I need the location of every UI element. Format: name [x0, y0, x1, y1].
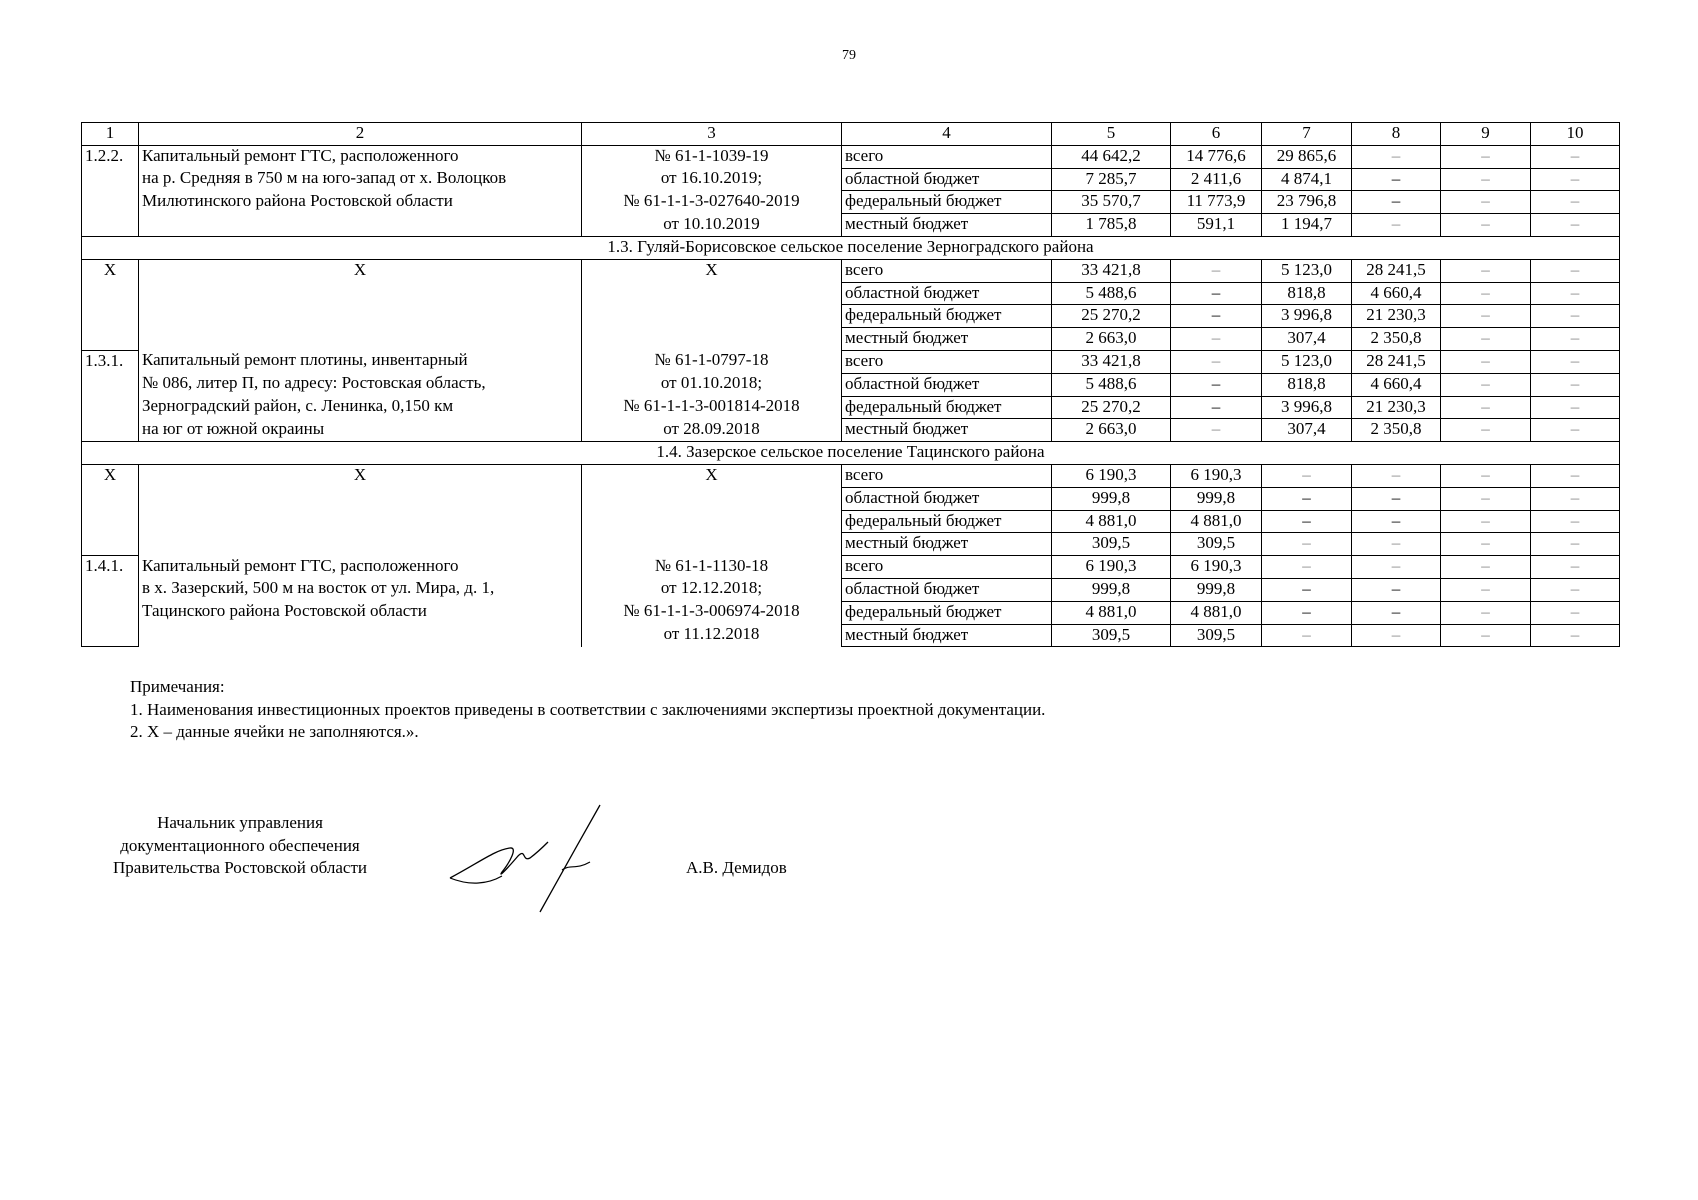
- column-header: 7: [1262, 123, 1352, 146]
- value-v6: 6 190,3: [1171, 464, 1262, 487]
- value-v7: –: [1262, 578, 1352, 601]
- expertise-ref: от 16.10.2019;: [582, 168, 842, 191]
- value-v8: 4 660,4: [1352, 373, 1441, 396]
- value-v9: –: [1441, 145, 1531, 168]
- funding-source: всего: [842, 464, 1052, 487]
- investment-table: [81, 122, 1620, 647]
- column-header: 9: [1441, 123, 1531, 146]
- table-row: [82, 214, 1620, 237]
- value-v9: –: [1441, 601, 1531, 624]
- value-v10: –: [1531, 624, 1620, 647]
- value-v9: –: [1441, 419, 1531, 442]
- project-name: [139, 510, 582, 533]
- value-v9: –: [1441, 624, 1531, 647]
- signatory-title-line: документационного обеспечения: [120, 835, 360, 855]
- value-v7: –: [1262, 533, 1352, 556]
- table-body: [82, 123, 1620, 647]
- value-v8: 2 350,8: [1352, 419, 1441, 442]
- value-v9: –: [1441, 328, 1531, 351]
- expertise-ref: от 12.12.2018;: [582, 578, 842, 601]
- table-row: [82, 350, 1620, 373]
- value-v5: 4 881,0: [1052, 510, 1171, 533]
- value-v7: –: [1262, 624, 1352, 647]
- value-v10: –: [1531, 396, 1620, 419]
- value-v8: –: [1352, 578, 1441, 601]
- value-v10: –: [1531, 145, 1620, 168]
- table-row: [82, 556, 1620, 579]
- value-v8: –: [1352, 145, 1441, 168]
- project-name: [139, 328, 582, 351]
- expertise-ref: от 11.12.2018: [582, 624, 842, 647]
- value-v7: 307,4: [1262, 419, 1352, 442]
- section-title: 1.4. Зазерское сельское поселение Тацинского района: [82, 442, 1620, 465]
- value-v10: –: [1531, 282, 1620, 305]
- column-header: 10: [1531, 123, 1620, 146]
- project-name: Капитальный ремонт плотины, инвентарный: [139, 350, 582, 373]
- table-row: [82, 601, 1620, 624]
- value-v9: –: [1441, 168, 1531, 191]
- value-v10: –: [1531, 305, 1620, 328]
- value-v9: –: [1441, 214, 1531, 237]
- expertise-ref: от 01.10.2018;: [582, 373, 842, 396]
- expertise-ref: Х: [582, 259, 842, 282]
- funding-source: федеральный бюджет: [842, 305, 1052, 328]
- value-v9: –: [1441, 259, 1531, 282]
- value-v5: 33 421,8: [1052, 350, 1171, 373]
- value-v5: 309,5: [1052, 533, 1171, 556]
- funding-source: местный бюджет: [842, 533, 1052, 556]
- value-v8: –: [1352, 464, 1441, 487]
- funding-source: областной бюджет: [842, 168, 1052, 191]
- expertise-ref: [582, 282, 842, 305]
- value-v5: 6 190,3: [1052, 464, 1171, 487]
- value-v10: –: [1531, 487, 1620, 510]
- note-item: 2. Х – данные ячейки не заполняются.».: [130, 722, 419, 741]
- table-row: [82, 145, 1620, 168]
- project-name: [139, 624, 582, 647]
- value-v8: –: [1352, 624, 1441, 647]
- value-v10: –: [1531, 419, 1620, 442]
- value-v8: –: [1352, 556, 1441, 579]
- funding-source: федеральный бюджет: [842, 601, 1052, 624]
- table-row: [82, 282, 1620, 305]
- value-v5: 6 190,3: [1052, 556, 1171, 579]
- expertise-ref: № 61-1-1-3-027640-2019: [582, 191, 842, 214]
- value-v6: 309,5: [1171, 624, 1262, 647]
- value-v9: –: [1441, 396, 1531, 419]
- value-v9: –: [1441, 533, 1531, 556]
- expertise-ref: от 28.09.2018: [582, 419, 842, 442]
- value-v8: –: [1352, 214, 1441, 237]
- value-v8: –: [1352, 510, 1441, 533]
- funding-source: областной бюджет: [842, 487, 1052, 510]
- expertise-ref: № 61-1-1039-19: [582, 145, 842, 168]
- value-v5: 33 421,8: [1052, 259, 1171, 282]
- value-v10: –: [1531, 168, 1620, 191]
- funding-source: областной бюджет: [842, 373, 1052, 396]
- expertise-ref: [582, 533, 842, 556]
- value-v8: –: [1352, 487, 1441, 510]
- value-v5: 7 285,7: [1052, 168, 1171, 191]
- notes: [130, 676, 1045, 744]
- project-name: Зерноградский район, с. Ленинка, 0,150 км: [139, 396, 582, 419]
- table-row: [82, 624, 1620, 647]
- project-name: [139, 214, 582, 237]
- project-name: в х. Зазерский, 500 м на восток от ул. Мира, д. 1,: [139, 578, 582, 601]
- expertise-ref: Х: [582, 464, 842, 487]
- table-row: [82, 487, 1620, 510]
- value-v8: 21 230,3: [1352, 396, 1441, 419]
- value-v6: 2 411,6: [1171, 168, 1262, 191]
- value-v6: –: [1171, 282, 1262, 305]
- funding-source: всего: [842, 259, 1052, 282]
- value-v9: –: [1441, 373, 1531, 396]
- value-v5: 1 785,8: [1052, 214, 1171, 237]
- value-v5: 5 488,6: [1052, 282, 1171, 305]
- value-v7: –: [1262, 556, 1352, 579]
- value-v6: 11 773,9: [1171, 191, 1262, 214]
- value-v5: 999,8: [1052, 487, 1171, 510]
- value-v6: –: [1171, 328, 1262, 351]
- header-row: [82, 123, 1620, 146]
- table-row: [82, 578, 1620, 601]
- value-v10: –: [1531, 533, 1620, 556]
- value-v5: 25 270,2: [1052, 305, 1171, 328]
- column-header: 8: [1352, 123, 1441, 146]
- table-row: [82, 373, 1620, 396]
- value-v5: 44 642,2: [1052, 145, 1171, 168]
- funding-source: федеральный бюджет: [842, 191, 1052, 214]
- value-v8: 28 241,5: [1352, 350, 1441, 373]
- value-v7: 29 865,6: [1262, 145, 1352, 168]
- value-v9: –: [1441, 305, 1531, 328]
- column-header: 4: [842, 123, 1052, 146]
- value-v5: 2 663,0: [1052, 419, 1171, 442]
- value-v8: 21 230,3: [1352, 305, 1441, 328]
- value-v6: –: [1171, 305, 1262, 328]
- expertise-ref: № 61-1-0797-18: [582, 350, 842, 373]
- value-v7: –: [1262, 510, 1352, 533]
- value-v9: –: [1441, 191, 1531, 214]
- section-row: [82, 442, 1620, 465]
- signatory-title: [70, 812, 410, 880]
- project-name: [139, 487, 582, 510]
- value-v6: 999,8: [1171, 487, 1262, 510]
- value-v6: 4 881,0: [1171, 510, 1262, 533]
- value-v6: –: [1171, 373, 1262, 396]
- column-header: 1: [82, 123, 139, 146]
- table-row: [82, 464, 1620, 487]
- project-name: Капитальный ремонт ГТС, расположенного: [139, 145, 582, 168]
- value-v5: 5 488,6: [1052, 373, 1171, 396]
- value-v9: –: [1441, 556, 1531, 579]
- section-title: 1.3. Гуляй-Борисовское сельское поселение Зерноградского района: [82, 236, 1620, 259]
- project-name: Милютинского района Ростовской области: [139, 191, 582, 214]
- value-v6: –: [1171, 259, 1262, 282]
- project-name: № 086, литер П, по адресу: Ростовская область,: [139, 373, 582, 396]
- expertise-ref: [582, 487, 842, 510]
- value-v5: 309,5: [1052, 624, 1171, 647]
- value-v9: –: [1441, 578, 1531, 601]
- value-v7: 3 996,8: [1262, 305, 1352, 328]
- note-item: 1. Наименования инвестиционных проектов приведены в соответствии с заключениями экспертизы проектной документации.: [130, 699, 1046, 719]
- value-v7: 3 996,8: [1262, 396, 1352, 419]
- table-row: [82, 259, 1620, 282]
- value-v7: 818,8: [1262, 282, 1352, 305]
- value-v6: –: [1171, 350, 1262, 373]
- funding-source: местный бюджет: [842, 328, 1052, 351]
- row-number: 1.3.1.: [82, 350, 139, 441]
- column-header: 5: [1052, 123, 1171, 146]
- value-v9: –: [1441, 350, 1531, 373]
- value-v6: 6 190,3: [1171, 556, 1262, 579]
- project-name: Тацинского района Ростовской области: [139, 601, 582, 624]
- value-v5: 999,8: [1052, 578, 1171, 601]
- value-v5: 2 663,0: [1052, 328, 1171, 351]
- value-v7: 23 796,8: [1262, 191, 1352, 214]
- row-number: Х: [82, 464, 139, 555]
- value-v8: 2 350,8: [1352, 328, 1441, 351]
- value-v9: –: [1441, 510, 1531, 533]
- value-v6: 4 881,0: [1171, 601, 1262, 624]
- value-v8: 4 660,4: [1352, 282, 1441, 305]
- expertise-ref: [582, 328, 842, 351]
- expertise-ref: № 61-1-1-3-001814-2018: [582, 396, 842, 419]
- signatory-title-line: Правительства Ростовской области: [113, 858, 367, 877]
- section-row: [82, 236, 1620, 259]
- value-v6: –: [1171, 396, 1262, 419]
- expertise-ref: от 10.10.2019: [582, 214, 842, 237]
- column-header: 2: [139, 123, 582, 146]
- value-v7: 1 194,7: [1262, 214, 1352, 237]
- expertise-ref: [582, 510, 842, 533]
- row-number: 1.4.1.: [82, 556, 139, 647]
- expertise-ref: [582, 305, 842, 328]
- value-v10: –: [1531, 556, 1620, 579]
- value-v6: 999,8: [1171, 578, 1262, 601]
- value-v6: 309,5: [1171, 533, 1262, 556]
- value-v7: –: [1262, 464, 1352, 487]
- value-v8: –: [1352, 533, 1441, 556]
- project-name: Х: [139, 259, 582, 282]
- value-v6: 591,1: [1171, 214, 1262, 237]
- value-v9: –: [1441, 487, 1531, 510]
- row-number: Х: [82, 259, 139, 350]
- funding-source: местный бюджет: [842, 419, 1052, 442]
- value-v7: 5 123,0: [1262, 259, 1352, 282]
- signatory-name: А.В. Демидов: [686, 858, 787, 877]
- funding-source: всего: [842, 145, 1052, 168]
- value-v10: –: [1531, 578, 1620, 601]
- expertise-ref: № 61-1-1130-18: [582, 556, 842, 579]
- project-name: Х: [139, 464, 582, 487]
- project-name: на юг от южной окраины: [139, 419, 582, 442]
- table-row: [82, 328, 1620, 351]
- table-row: [82, 510, 1620, 533]
- value-v8: –: [1352, 601, 1441, 624]
- table-row: [82, 419, 1620, 442]
- value-v5: 4 881,0: [1052, 601, 1171, 624]
- value-v8: –: [1352, 191, 1441, 214]
- row-number: 1.2.2.: [82, 145, 139, 236]
- table-row: [82, 396, 1620, 419]
- project-name: [139, 533, 582, 556]
- project-name: Капитальный ремонт ГТС, расположенного: [139, 556, 582, 579]
- value-v7: 307,4: [1262, 328, 1352, 351]
- signatory-title-line: Начальник управления: [157, 813, 323, 832]
- notes-heading: Примечания:: [130, 677, 225, 696]
- project-name: [139, 305, 582, 328]
- value-v6: 14 776,6: [1171, 145, 1262, 168]
- column-header: 3: [582, 123, 842, 146]
- value-v8: –: [1352, 168, 1441, 191]
- value-v6: –: [1171, 419, 1262, 442]
- value-v5: 35 570,7: [1052, 191, 1171, 214]
- handwritten-signature: [440, 800, 660, 915]
- table-row: [82, 168, 1620, 191]
- value-v5: 25 270,2: [1052, 396, 1171, 419]
- value-v8: 28 241,5: [1352, 259, 1441, 282]
- value-v10: –: [1531, 214, 1620, 237]
- value-v10: –: [1531, 464, 1620, 487]
- funding-source: всего: [842, 556, 1052, 579]
- table-row: [82, 533, 1620, 556]
- value-v9: –: [1441, 282, 1531, 305]
- table-row: [82, 305, 1620, 328]
- funding-source: федеральный бюджет: [842, 510, 1052, 533]
- funding-source: областной бюджет: [842, 578, 1052, 601]
- value-v10: –: [1531, 601, 1620, 624]
- value-v7: –: [1262, 487, 1352, 510]
- funding-source: федеральный бюджет: [842, 396, 1052, 419]
- funding-source: областной бюджет: [842, 282, 1052, 305]
- value-v10: –: [1531, 373, 1620, 396]
- funding-source: местный бюджет: [842, 214, 1052, 237]
- funding-source: местный бюджет: [842, 624, 1052, 647]
- column-header: 6: [1171, 123, 1262, 146]
- value-v10: –: [1531, 510, 1620, 533]
- value-v7: 4 874,1: [1262, 168, 1352, 191]
- page-number: 79: [842, 48, 856, 63]
- value-v10: –: [1531, 259, 1620, 282]
- project-name: [139, 282, 582, 305]
- table-row: [82, 191, 1620, 214]
- value-v9: –: [1441, 464, 1531, 487]
- value-v7: –: [1262, 601, 1352, 624]
- expertise-ref: № 61-1-1-3-006974-2018: [582, 601, 842, 624]
- value-v7: 818,8: [1262, 373, 1352, 396]
- value-v10: –: [1531, 350, 1620, 373]
- funding-source: всего: [842, 350, 1052, 373]
- value-v7: 5 123,0: [1262, 350, 1352, 373]
- value-v10: –: [1531, 191, 1620, 214]
- value-v10: –: [1531, 328, 1620, 351]
- project-name: на р. Средняя в 750 м на юго-запад от х. Волоцков: [139, 168, 582, 191]
